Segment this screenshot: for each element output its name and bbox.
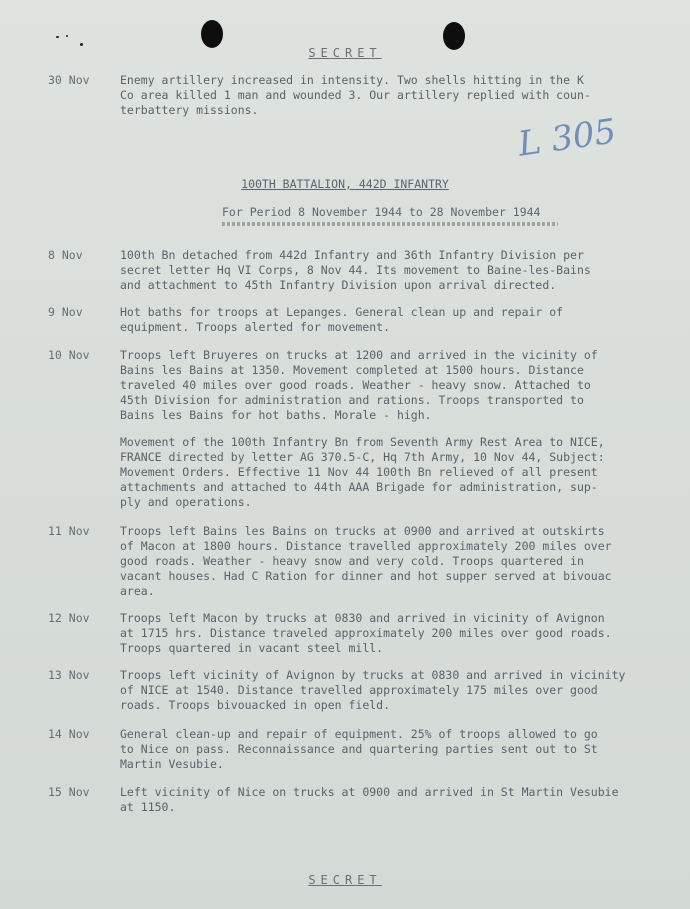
entry-text: Troops left vicinity of Avignon by trucks at 0830 and arrived in vicinity of NICE at 1540. Distance travelled approximately 175 miles over good roads. Troops bivouacked in open field. — [120, 668, 626, 712]
entry-date: 15 Nov — [48, 785, 90, 799]
entry-text: Left vicinity of Nice on trucks at 0900 and arrived in St Martin Vesubie at 1150. — [120, 785, 619, 814]
entry-date: 10 Nov — [48, 348, 90, 362]
entry-date: 14 Nov — [48, 727, 90, 741]
entry-date: 11 Nov — [48, 524, 90, 538]
section-period: For Period 8 November 1944 to 28 November 1944 — [222, 205, 541, 219]
speck — [66, 35, 68, 37]
classification-footer: SECRET — [308, 873, 382, 887]
entry-text: Troops left Bains les Bains on trucks at 0900 and arrived at outskirts of Macon at 1800 hours. Distance travelled approximately 200 miles over good roads. Weather - heavy snow and very cold. Troops quartered in vacant houses. Had C Ration for dinner and hot supper served at bivouac area. — [120, 524, 612, 598]
entry-text: Hot baths for troops at Lepanges. General clean up and repair of equipment. Troops alerted for movement. — [120, 305, 564, 334]
entry-text: Troops left Macon by trucks at 0830 and arrived in vicinity of Avignon at 1715 hrs. Distance traveled approximately 200 miles over good roads. Troops quartered in vacant steel mill. — [120, 611, 612, 655]
entry-text: Troops left Bruyeres on trucks at 1200 and arrived in the vicinity of Bains les Bains at 1350. Movement completed at 1500 hours. Distance traveled 40 miles over good roads. Weather - heavy snow. Attached to 45th Division for administration and rations. Troops transported to Bains les Bains for hot baths. Morale - high. — [120, 348, 598, 422]
period-underline — [222, 222, 558, 226]
punch-hole-left — [201, 20, 223, 48]
entry-date: 13 Nov — [48, 668, 90, 682]
section-title: 100TH BATTALION, 442D INFANTRY — [241, 177, 449, 191]
entry-date: 9 Nov — [48, 305, 83, 319]
speck — [56, 36, 59, 38]
entry-date: 30 Nov — [48, 73, 90, 87]
classification-header: SECRET — [308, 46, 382, 60]
handwritten-page-note: L 305 — [515, 111, 619, 165]
entry-text: General clean-up and repair of equipment. 25% of troops allowed to go to Nice on pass. Reconnaissance and quartering parties sent out to St Martin Vesubie. — [120, 727, 598, 771]
entry-date: 8 Nov — [48, 248, 83, 262]
entry-text: Enemy artillery increased in intensity. Two shells hitting in the K Co area killed 1 man and wounded 3. Our artillery replied with coun- terbattery missions. — [120, 73, 591, 117]
entry-text: Movement of the 100th Infantry Bn from Seventh Army Rest Area to NICE, FRANCE directed by letter AG 370.5-C, Hq 7th Army, 10 Nov 44, Subject: Movement Orders. Effective 11 Nov 44 100th Bn relieved of all present attachments and attached to 44th AAA Brigade for administration, sup- ply and operations. — [120, 435, 605, 509]
entry-date: 12 Nov — [48, 611, 90, 625]
entry-text: 100th Bn detached from 442d Infantry and 36th Infantry Division per secret letter Hq VI Corps, 8 Nov 44. Its movement to Baine-les-Bains and attachment to 45th Infantry Division upon arrival directed. — [120, 248, 591, 292]
